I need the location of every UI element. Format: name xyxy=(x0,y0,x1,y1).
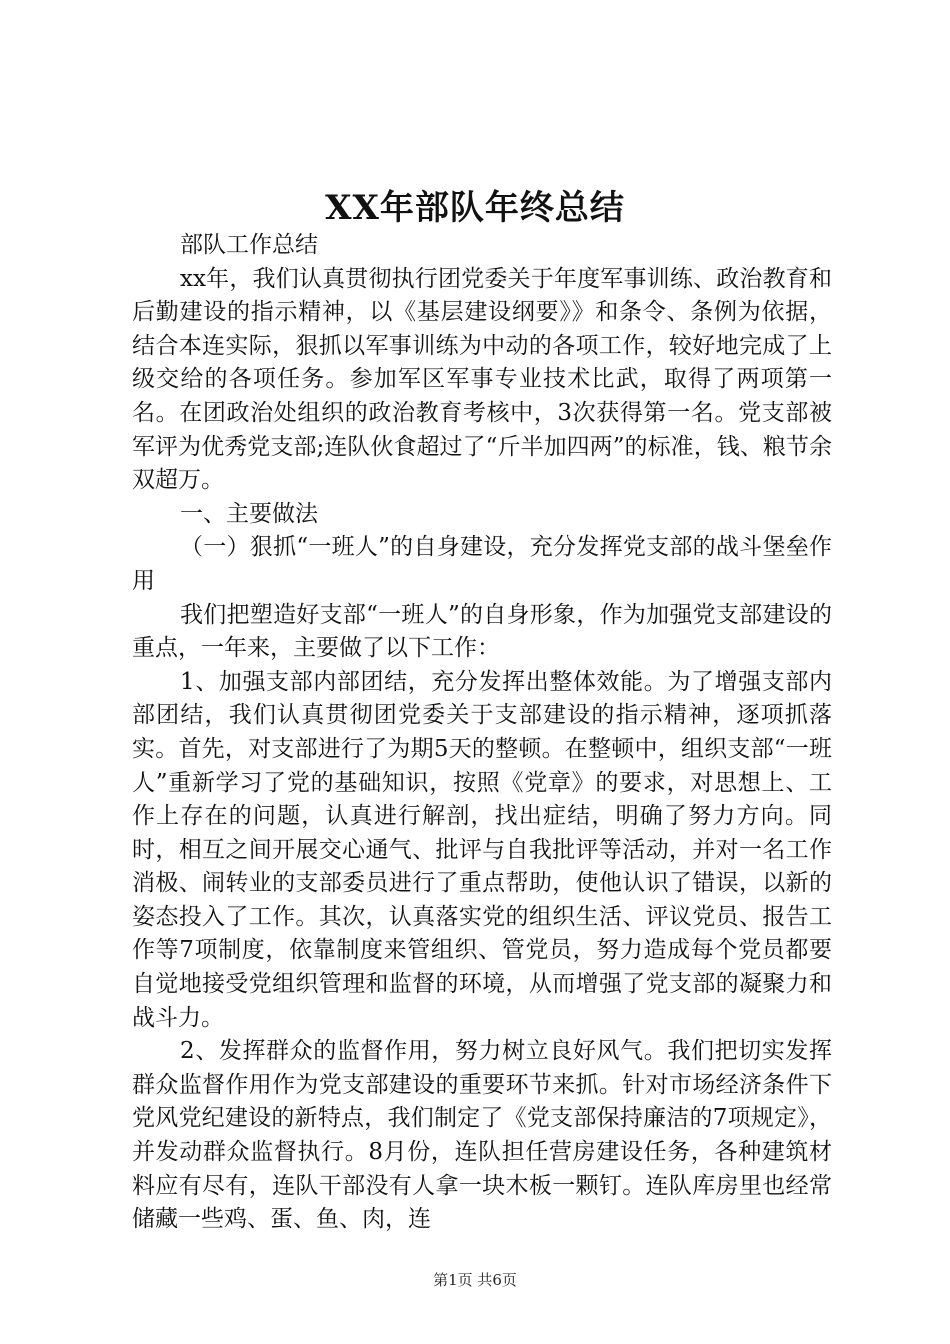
paragraph-heading-main-methods: 一、主要做法 xyxy=(180,500,318,527)
document-title: XX年部队年终总结 xyxy=(325,188,625,228)
paragraph-section-heading: 部队工作总结 xyxy=(180,232,318,258)
page-footer: 第1页 共6页 xyxy=(433,1271,517,1289)
paragraph-item-2: 2、发挥群众的监督作用，努力树立良好风气。我们把切实发挥群众监督作用作为党支部建设的重要环节来抓。针对市场经济条件下党风党纪建设的新特点，我们制定了《党支部保持廉洁的7项规定》，并发动群众监督执行。8月份，连队担任营房建设任务，各种建筑材料应有尽有，连队干部没有人拿一块木板一颗钉。连队库房里也经常储藏一些鸡、蛋、鱼、肉，连 xyxy=(132,1038,832,1233)
document-body xyxy=(132,229,832,1237)
paragraph-body-1: 我们把塑造好支部“一班人”的自身形象，作为加强党支部建设的重点，一年来，主要做了以下工作： xyxy=(132,601,832,662)
paragraph-subheading-1: （一）狠抓“一班人”的自身建设，充分发挥党支部的战斗堡垒作用 xyxy=(132,534,832,594)
paragraph-intro: xx年，我们认真贯彻执行团党委关于年度军事训练、政治教育和后勤建设的指示精神，以《基层建设纲要》》和条令、条例为依据，结合本连实际，狠抓以军事训练为中动的各项工作，较好地完成了上级交给的各项任务。参加军区军事专业技术比武，取得了两项第一名。在团政治处组织的政治教育考核中，3次获得第一名。党支部被军评为优秀党支部;连队伙食超过了“斤半加四两”的标准，钱、粮节余双超万。 xyxy=(132,265,832,494)
paragraph-item-1: 1、加强支部内部团结，充分发挥出整体效能。为了增强支部内部团结，我们认真贯彻团党委关于支部建设的指示精神，逐项抓落实。首先，对支部进行了为期5天的整顿。在整顿中，组织支部“一班人”重新学习了党的基础知识，按照《党章》的要求，对思想上、工作上存在的问题，认真进行解剖，找出症结，明确了努力方向。同时，相互之间开展交心通气、批评与自我批评等活动，并对一名工作消极、闹转业的支部委员进行了重点帮助，使他认识了错误，以新的姿态投入了工作。其次，认真落实党的组织生活、评议党员、报告工作等7项制度，依靠制度来管组织、管党员，努力造成每个党员都要自觉地接受党组织管理和监督的环境，从而增强了党支部的凝聚力和战斗力。 xyxy=(132,668,832,1031)
